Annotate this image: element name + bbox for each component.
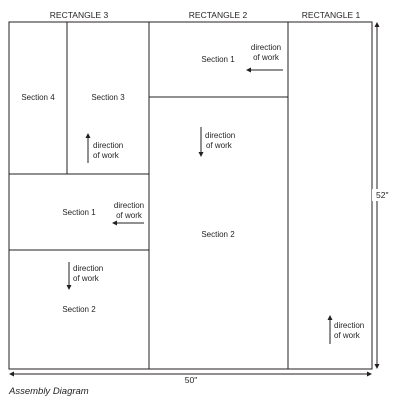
width-dimension <box>9 372 372 386</box>
label-r3-section-2: Section 2 <box>62 305 96 314</box>
direction-annotation-r3-s2 <box>67 262 104 290</box>
direction-text-line2: of work <box>206 141 232 150</box>
direction-text-line1: direction <box>73 264 104 273</box>
arrow-down-head-icon <box>199 152 204 157</box>
direction-text-line2: of work <box>334 331 360 340</box>
direction-text-line1: direction <box>334 321 365 330</box>
direction-text-line1: direction <box>205 131 236 140</box>
direction-annotation-r3-s1 <box>112 201 144 226</box>
height-dimension <box>372 22 398 369</box>
direction-annotation-r3-s3 <box>86 133 124 163</box>
arrow-up-head-icon <box>86 133 91 138</box>
header-rectangle-3: RECTANGLE 3 <box>49 10 109 20</box>
arrow-up-head-icon <box>328 315 333 320</box>
arrow-right-head-icon <box>367 372 372 377</box>
label-r3-section-4: Section 4 <box>21 93 55 102</box>
width-label: 50" <box>184 375 198 385</box>
arrow-down-head-icon <box>67 285 72 290</box>
header-rectangle-1: RECTANGLE 1 <box>301 10 361 20</box>
direction-annotation-r2-s1 <box>246 43 283 73</box>
arrow-left-head-icon <box>9 372 14 377</box>
direction-text-line2: of work <box>73 274 99 283</box>
direction-text-line2: of work <box>253 53 279 62</box>
height-label: 52" <box>376 190 389 200</box>
direction-annotation-r2-s2 <box>199 127 236 157</box>
arrow-up-head-icon <box>375 22 380 27</box>
direction-text-line1: direction <box>250 43 282 52</box>
header-rectangle-2: RECTANGLE 2 <box>188 10 248 20</box>
outer-frame <box>9 22 372 369</box>
arrow-down-head-icon <box>375 364 380 369</box>
label-r2-section-2: Section 2 <box>201 230 235 239</box>
arrow-left-head-icon <box>246 68 251 73</box>
direction-text-line1: direction <box>113 201 145 210</box>
direction-text-line2: of work <box>116 211 142 220</box>
direction-text-line1: direction <box>93 141 124 150</box>
label-r2-section-1: Section 1 <box>201 55 235 64</box>
diagram-caption: Assembly Diagram <box>9 386 89 397</box>
arrow-left-head-icon <box>112 221 117 226</box>
direction-text-line2: of work <box>93 151 119 160</box>
label-r3-section-1: Section 1 <box>62 208 96 217</box>
direction-annotation-r1 <box>328 315 365 344</box>
label-r3-section-3: Section 3 <box>91 93 125 102</box>
